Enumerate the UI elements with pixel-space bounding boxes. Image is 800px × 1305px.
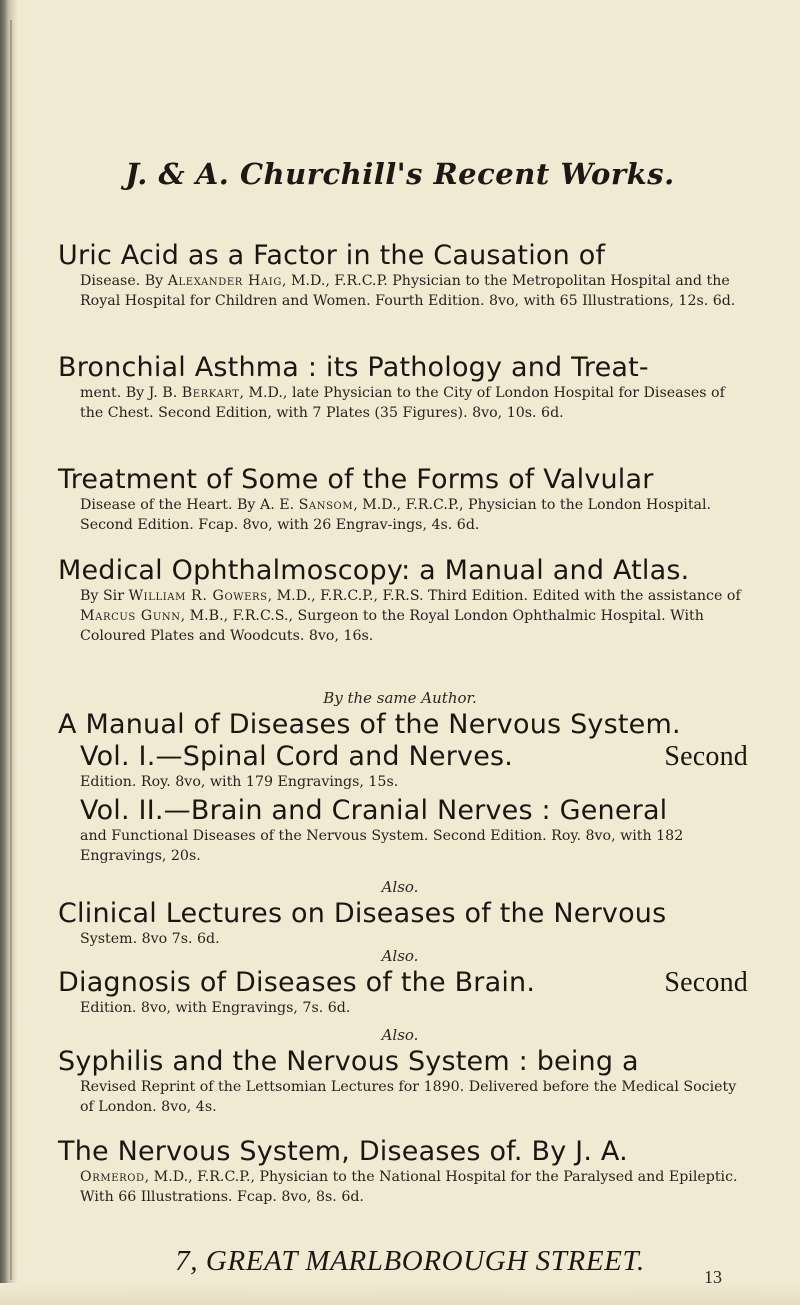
book-entry — [58, 1046, 748, 1117]
book-entry — [58, 967, 748, 1018]
book-description: System. 8vo 7s. 6d. — [80, 931, 220, 947]
also-note: Also. — [381, 878, 419, 896]
book-spine-shadow — [0, 0, 18, 1305]
book-title: Diagnosis of Diseases of the Brain. Second — [58, 967, 748, 998]
book-title: The Nervous System, Diseases of. By J. A. — [58, 1136, 628, 1167]
author-name: Marcus Gunn — [80, 608, 181, 624]
book-entry — [58, 898, 748, 949]
book-description: Revised Reprint of the Lettsomian Lectures for 1890. Delivered before the Medical Society of London. 8vo, 4s. — [80, 1079, 737, 1115]
author-name: Alexander Haig — [167, 273, 282, 289]
book-entry — [58, 741, 748, 792]
book-entry — [58, 555, 748, 646]
book-description: Edition. Roy. 8vo, with 179 Engravings, 15s. — [80, 774, 399, 790]
author-name: Ormerod — [80, 1169, 145, 1185]
book-description: By Sir William R. Gowers, M.D., F.R.C.P., F.R.S. Third Edition. Edited with the assistance of Marcus Gunn, M.B., F.R.C.S., Surgeon to the Royal London Ophthalmic Hospital. With Coloured Plates and Woodcuts. 8vo, 16s. — [80, 588, 741, 644]
page-number: 13 — [704, 1267, 722, 1287]
book-entry — [58, 795, 748, 866]
also-note: Also. — [381, 947, 419, 965]
book-title: Medical Ophthalmoscopy: a Manual and Atlas. — [58, 555, 690, 586]
book-description: Ormerod, M.D., F.R.C.P., Physician to the National Hospital for the Paralysed and Epileptic. With 66 Illustrations. Fcap. 8vo, 8s. 6d. — [80, 1169, 738, 1205]
book-description: Edition. 8vo, with Engravings, 7s. 6d. — [80, 1000, 351, 1016]
book-description: ment. By J. B. Berkart, M.D., late Physician to the City of London Hospital for Diseases of the Chest. Second Edition, with 7 Plates (35 Figures). 8vo, 10s. 6d. — [80, 385, 725, 421]
book-title: Vol. I.—Spinal Cord and Nerves. Second — [80, 741, 748, 772]
publisher-address-footer: 7, GREAT MARLBOROUGH STREET. — [175, 1245, 645, 1277]
book-title: Vol. II.—Brain and Cranial Nerves : General — [80, 795, 668, 826]
author-name: Berkart — [181, 385, 240, 401]
page-bottom-edge — [0, 1283, 800, 1305]
book-description: Disease of the Heart. By A. E. Sansom, M.D., F.R.C.P., Physician to the London Hospital. Second Edition. Fcap. 8vo, with 26 Engrav-ings, 4s. 6d. — [80, 497, 712, 533]
book-title: Treatment of Some of the Forms of Valvular — [58, 464, 654, 495]
book-title: Clinical Lectures on Diseases of the Nervous — [58, 898, 667, 929]
book-entry — [58, 464, 748, 535]
book-title: Bronchial Asthma : its Pathology and Treat- — [58, 352, 649, 383]
spine-line — [10, 20, 12, 1280]
book-entry — [58, 352, 748, 423]
book-title: Syphilis and the Nervous System : being a — [58, 1046, 639, 1077]
book-description: Disease. By Alexander Haig, M.D., F.R.C.P. Physician to the Metropolitan Hospital and the Royal Hospital for Children and Women. Fourth Edition. 8vo, with 65 Illustrations, 12s. 6d. — [80, 273, 736, 309]
author-name: Sansom — [298, 497, 354, 513]
book-entry — [58, 1136, 748, 1207]
book-title: A Manual of Diseases of the Nervous System. — [58, 709, 681, 740]
running-head: J. & A. Churchill's Recent Works. — [125, 157, 675, 191]
author-name: William R. Gowers — [128, 588, 268, 604]
book-description: and Functional Diseases of the Nervous System. Second Edition. Roy. 8vo, with 182 Engravings, 20s. — [80, 828, 684, 864]
book-title: Uric Acid as a Factor in the Causation of — [58, 240, 606, 271]
book-entry — [58, 240, 748, 311]
also-note: Also. — [381, 1026, 419, 1044]
same-author-note: By the same Author. — [323, 689, 477, 707]
book-entry — [58, 709, 748, 740]
